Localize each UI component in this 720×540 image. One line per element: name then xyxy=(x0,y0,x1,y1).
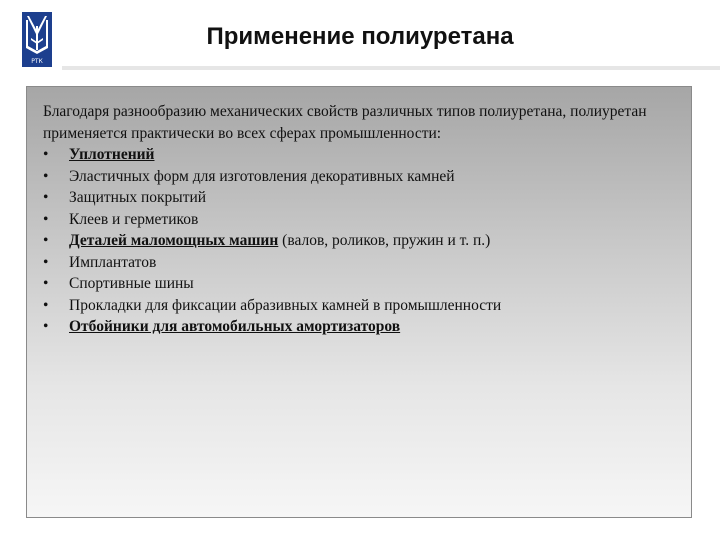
page-title: Применение полиуретана xyxy=(206,23,514,50)
bullet-icon: • xyxy=(43,210,49,228)
list-item-text: Защитных покрытий xyxy=(69,189,207,206)
bullet-icon: • xyxy=(43,232,49,249)
bullet-icon: • xyxy=(43,318,49,335)
list-item xyxy=(43,252,683,274)
list-item xyxy=(43,295,683,317)
list-item-text: Имплантатов xyxy=(69,253,157,271)
intro-paragraph: Благодаря разнообразию механических свойств различных типов полиуретана, полиуретан применяется практически во всех сферах промышленности: xyxy=(43,103,647,142)
list-item-emphasis: Деталей маломощных машин xyxy=(69,232,279,249)
applications-list xyxy=(43,144,683,338)
list-item xyxy=(43,187,683,209)
bullet-icon: • xyxy=(43,167,49,185)
list-item-text: Спортивные шины xyxy=(69,275,194,292)
title-underline-bar xyxy=(62,66,720,70)
logo-emblem-icon xyxy=(22,12,52,58)
list-item xyxy=(43,273,683,295)
content-box xyxy=(26,86,692,518)
bullet-icon: • xyxy=(43,296,49,314)
logo-text: РТК xyxy=(31,58,43,65)
bullet-icon: • xyxy=(43,275,49,292)
list-item xyxy=(43,166,683,188)
bullet-icon: • xyxy=(43,146,49,163)
list-item xyxy=(43,209,683,231)
list-item-text: Эластичных форм для изготовления декоративных камней xyxy=(69,167,455,185)
bullet-icon: • xyxy=(43,253,49,271)
list-item-text: Клеев и герметиков xyxy=(69,210,199,228)
company-logo xyxy=(22,12,52,67)
bullet-icon: • xyxy=(43,189,49,206)
list-item xyxy=(43,230,683,252)
list-item xyxy=(43,316,683,338)
list-item xyxy=(43,144,683,166)
slide-header xyxy=(0,0,720,70)
list-item-emphasis: Уплотнений xyxy=(69,146,155,163)
list-item-text: (валов, роликов, пружин и т. п.) xyxy=(278,232,491,249)
list-item-text: Прокладки для фиксации абразивных камней в промышленности xyxy=(69,296,502,314)
list-item-emphasis: Отбойники для автомобильных амортизаторов xyxy=(69,318,401,335)
